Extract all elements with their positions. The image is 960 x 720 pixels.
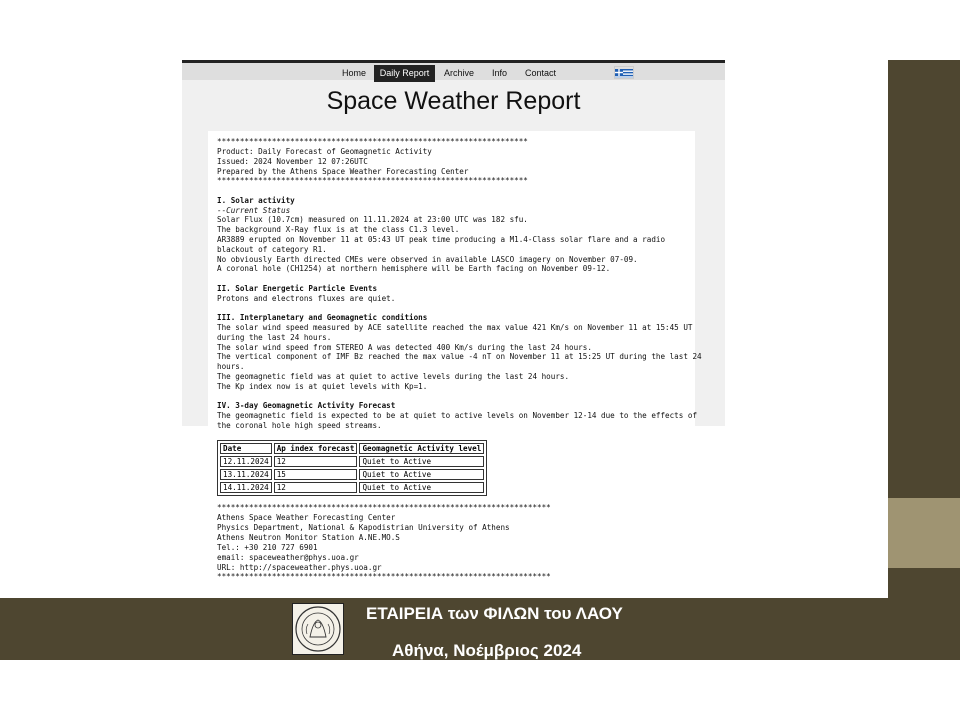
table-cell: 15: [274, 469, 358, 480]
greek-flag-icon[interactable]: [614, 66, 634, 79]
footer-line: email: spaceweather@phys.uoa.gr: [217, 553, 359, 562]
table-cell: 13.11.2024: [220, 469, 272, 480]
report-issued: Issued: 2024 November 12 07:26UTC: [217, 157, 368, 166]
report-line: A coronal hole (CH1254) at northern hemisphere will be Earth facing on November 09-12.: [217, 264, 611, 273]
table-row: [220, 456, 484, 467]
table-cell: 14.11.2024: [220, 482, 272, 493]
report-line: No obviously Earth directed CMEs were observed in available LASCO imagery on November 07-09.: [217, 255, 638, 264]
nav-home[interactable]: Home: [341, 68, 366, 78]
report-line: during the last 24 hours.: [217, 333, 332, 342]
report-line: The solar wind speed from STEREO A was detected 400 Km/s during the last 24 hours.: [217, 343, 592, 352]
section-title: I. Solar activity: [217, 196, 295, 205]
footer-line: Athens Space Weather Forecasting Center: [217, 513, 396, 522]
table-row: [220, 469, 484, 480]
section-title: II. Solar Energetic Particle Events: [217, 284, 378, 293]
report-line: Protons and electrons fluxes are quiet.: [217, 294, 396, 303]
section-title: III. Interplanetary and Geomagnetic conditions: [217, 313, 428, 322]
stars-separator: *************************************************************************: [217, 572, 551, 581]
report-line: The vertical component of IMF Bz reached the max value -4 nT on November 11 at 15:25 UT during the last 24: [217, 352, 702, 361]
nav-contact[interactable]: Contact: [524, 68, 557, 78]
report-line: The geomagnetic field is expected to be at quiet to active levels on November 12-14 due to the effects of: [217, 411, 698, 420]
side-decor-bar-top: [888, 60, 960, 498]
table-header: Ap index forecast: [274, 443, 358, 454]
nav-info[interactable]: Info: [491, 68, 507, 78]
report-line: AR3889 erupted on November 11 at 05:43 UT peak time producing a M1.4-Class solar flare and a radio: [217, 235, 666, 244]
section-subtitle: --Current Status: [217, 206, 291, 215]
report-line: The Kp index now is at quiet levels with Kp=1.: [217, 382, 428, 391]
table-cell: Quiet to Active: [359, 456, 484, 467]
table-row: [220, 482, 484, 493]
report-line: The geomagnetic field was at quiet to active levels during the last 24 hours.: [217, 372, 570, 381]
report-prepared: Prepared by the Athens Space Weather Forecasting Center: [217, 167, 469, 176]
table-cell: 12: [274, 456, 358, 467]
table-header: Date: [220, 443, 272, 454]
nav-bar: [182, 60, 725, 80]
table-cell: 12.11.2024: [220, 456, 272, 467]
table-cell: 12: [274, 482, 358, 493]
table-cell: Quiet to Active: [359, 469, 484, 480]
stars-separator: *************************************************************************: [217, 503, 551, 512]
society-seal-icon: [292, 603, 344, 655]
table-header: Geomagnetic Activity level: [359, 443, 484, 454]
side-decor-bar-bottom: [888, 568, 960, 600]
section-title: IV. 3-day Geomagnetic Activity Forecast: [217, 401, 396, 410]
side-decor-bar-gold: [888, 498, 960, 568]
report-line: the coronal hole high speed streams.: [217, 421, 382, 430]
banner-subtitle: Αθήνα, Νοέμβριος 2024: [392, 641, 582, 660]
report-line: hours.: [217, 362, 245, 371]
stars-separator: ********************************************************************: [217, 176, 528, 185]
report-product: Product: Daily Forecast of Geomagnetic Activity: [217, 147, 432, 156]
forecast-table: [217, 440, 487, 496]
nav-daily-report[interactable]: Daily Report: [374, 65, 435, 82]
report-line: blackout of category R1.: [217, 245, 327, 254]
footer-line: Tel.: +30 210 727 6901: [217, 543, 318, 552]
footer-line: Physics Department, National & Kapodistrian University of Athens: [217, 523, 510, 532]
report-line: The background X-Ray flux is at the class C1.3 level.: [217, 225, 460, 234]
footer-line: Athens Neutron Monitor Station A.NE.MO.S: [217, 533, 400, 542]
table-header-row: [220, 443, 484, 454]
table-cell: Quiet to Active: [359, 482, 484, 493]
nav-archive[interactable]: Archive: [443, 68, 474, 78]
report-line: Solar Flux (10.7cm) measured on 11.11.2024 at 23:00 UTC was 182 sfu.: [217, 215, 528, 224]
banner-title: ΕΤΑΙΡΕΙΑ των ΦΙΛΩΝ του ΛΑΟΥ: [366, 604, 623, 623]
footer-line: URL: http://spaceweather.phys.uoa.gr: [217, 563, 382, 572]
stars-separator: ********************************************************************: [217, 137, 528, 146]
report-line: The solar wind speed measured by ACE satellite reached the max value 421 Km/s on November 11 at 15:45 UT: [217, 323, 693, 332]
page-title: Space Weather Report: [326, 87, 581, 115]
